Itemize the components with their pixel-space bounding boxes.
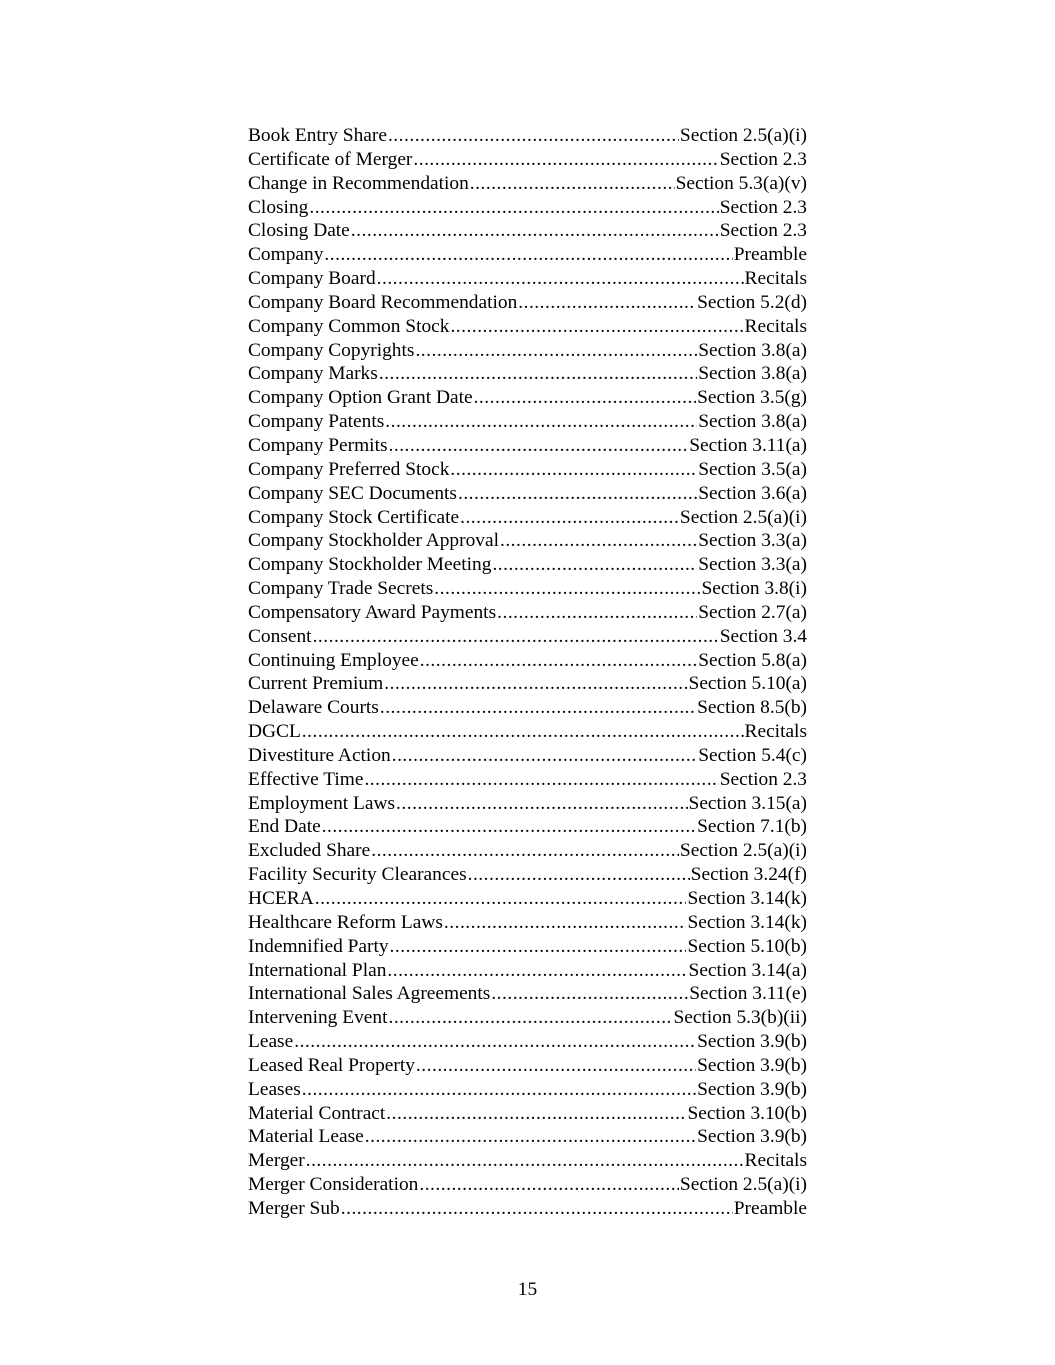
dot-leader (388, 1006, 672, 1030)
index-reference: Section 2.5(a)(i) (679, 506, 807, 528)
index-reference: Section 3.8(a) (698, 411, 807, 433)
index-reference: Section 5.3(b)(ii) (673, 1007, 807, 1029)
index-reference: Preamble (733, 1197, 807, 1219)
dot-leader (387, 959, 687, 983)
dot-leader (379, 362, 697, 386)
index-term: End Date (248, 816, 321, 838)
dot-leader (313, 625, 719, 649)
index-entry (248, 1006, 807, 1030)
index-reference: Section 3.14(k) (687, 911, 807, 933)
dot-leader (444, 911, 687, 935)
dot-leader (492, 553, 697, 577)
index-reference: Section 2.5(a)(i) (679, 125, 807, 146)
dot-leader (364, 768, 718, 792)
dot-leader (450, 315, 743, 339)
index-entry (248, 1030, 807, 1054)
index-entry (248, 1054, 807, 1078)
index-reference: Section 3.9(b) (697, 1078, 807, 1100)
dot-leader (380, 696, 696, 720)
index-term: Divestiture Action (248, 744, 391, 766)
index-term: Company Option Grant Date (248, 387, 473, 409)
index-entry (248, 148, 807, 172)
index-entry (248, 792, 807, 816)
index-term: Material Contract (248, 1102, 386, 1124)
index-term: Lease (248, 1031, 294, 1053)
index-reference: Section 5.3(a)(v) (675, 172, 807, 194)
index-reference: Section 2.5(a)(i) (679, 1174, 807, 1196)
index-term: Closing Date (248, 220, 350, 242)
index-entry (248, 219, 807, 243)
index-entry (248, 1102, 807, 1126)
index-entry (248, 696, 807, 720)
index-reference: Section 5.10(a) (688, 673, 807, 695)
index-reference: Section 2.5(a)(i) (679, 840, 807, 862)
index-entry (248, 506, 807, 530)
dot-leader (460, 506, 679, 530)
index-entry (248, 339, 807, 363)
index-term: Compensatory Award Payments (248, 601, 497, 623)
dot-leader (302, 1078, 696, 1102)
index-reference: Section 3.9(b) (697, 1031, 807, 1053)
index-reference: Section 2.3 (719, 220, 807, 242)
index-reference: Section 5.10(b) (687, 935, 807, 957)
dot-leader (322, 815, 696, 839)
index-entry (248, 196, 807, 220)
index-entry (248, 291, 807, 315)
index-reference: Section 5.4(c) (698, 744, 807, 766)
index-entry (248, 601, 807, 625)
index-term: Company Board (248, 268, 376, 290)
index-entry (248, 935, 807, 959)
dot-leader (474, 386, 697, 410)
index-term: Effective Time (248, 768, 364, 790)
dot-leader (468, 863, 690, 887)
index-reference: Section 3.9(b) (697, 1054, 807, 1076)
dot-leader (315, 887, 687, 911)
dot-leader (389, 434, 689, 458)
index-entry (248, 577, 807, 601)
dot-leader (371, 839, 679, 863)
index-reference: Section 3.24(f) (690, 864, 807, 886)
index-entry (248, 529, 807, 553)
index-term: Merger Consideration (248, 1174, 419, 1196)
index-entry (248, 649, 807, 673)
index-term: DGCL (248, 721, 301, 743)
index-term: Company Marks (248, 363, 378, 385)
index-reference: Recitals (744, 1150, 807, 1172)
index-term: Leased Real Property (248, 1054, 415, 1076)
dot-leader (413, 148, 718, 172)
dot-leader (388, 124, 679, 148)
index-term: Continuing Employee (248, 649, 419, 671)
dot-leader (396, 792, 688, 816)
dot-leader (377, 267, 744, 291)
index-reference: Section 3.5(g) (697, 387, 807, 409)
index-reference: Recitals (744, 315, 807, 337)
dot-leader (365, 1125, 696, 1149)
index-entry (248, 124, 807, 148)
index-entry (248, 482, 807, 506)
index-reference: Recitals (744, 268, 807, 290)
index-entry (248, 911, 807, 935)
index-entry (248, 1078, 807, 1102)
dot-leader (497, 601, 697, 625)
index-term: Company Common Stock (248, 315, 450, 337)
index-reference: Section 3.10(b) (687, 1102, 807, 1124)
index-reference: Section 2.3 (719, 196, 807, 218)
index-reference: Section 5.8(a) (698, 649, 807, 671)
dot-leader (450, 458, 697, 482)
page-number: 15 (517, 1279, 538, 1300)
index-reference: Section 3.14(a) (688, 959, 807, 981)
index-entry (248, 1149, 807, 1173)
index-reference: Section 3.5(a) (698, 458, 807, 480)
index-term: Employment Laws (248, 792, 396, 814)
index-entry (248, 553, 807, 577)
index-term: Intervening Event (248, 1007, 388, 1029)
index-term: Merger (248, 1150, 305, 1172)
dot-leader (294, 1030, 696, 1054)
dot-leader (419, 1173, 679, 1197)
index-term: Current Premium (248, 673, 384, 695)
index-reference: Section 3.8(i) (701, 578, 807, 600)
index-term: International Sales Agreements (248, 983, 491, 1005)
index-entry (248, 815, 807, 839)
index-reference: Section 3.9(b) (697, 1126, 807, 1148)
index-reference: Section 3.6(a) (698, 482, 807, 504)
index-entry (248, 1125, 807, 1149)
index-reference: Section 3.8(a) (698, 339, 807, 361)
index-reference: Section 7.1(b) (697, 816, 807, 838)
index-entry (248, 720, 807, 744)
index-term: Leases (248, 1078, 301, 1100)
index-reference: Section 8.5(b) (697, 697, 807, 719)
index-term: Certificate of Merger (248, 148, 413, 170)
index-reference: Section 3.11(a) (689, 434, 807, 456)
dot-leader (392, 744, 698, 768)
index-term: Merger Sub (248, 1197, 340, 1219)
dot-leader (458, 482, 697, 506)
index-term: Company (248, 244, 324, 266)
index-entry (248, 458, 807, 482)
index-entry (248, 744, 807, 768)
index-entry (248, 386, 807, 410)
dot-leader (386, 1102, 686, 1126)
index-entry (248, 1197, 807, 1221)
index-term: Company Permits (248, 434, 388, 456)
dot-leader (309, 196, 718, 220)
index-entry (248, 1173, 807, 1197)
index-reference: Section 2.3 (719, 768, 807, 790)
index-entry (248, 863, 807, 887)
index-reference: Section 3.8(a) (698, 363, 807, 385)
index-reference: Section 2.3 (719, 148, 807, 170)
index-term: Company Trade Secrets (248, 578, 434, 600)
index-entry (248, 315, 807, 339)
index-term: Company Patents (248, 411, 385, 433)
index-term: Book Entry Share (248, 125, 387, 146)
index-entry (248, 362, 807, 386)
index-entry (248, 887, 807, 911)
index-term: Material Lease (248, 1126, 364, 1148)
index-term: HCERA (248, 888, 314, 909)
index-term: Company Stockholder Meeting (248, 554, 492, 576)
index-term: Closing (248, 196, 309, 218)
dot-leader (306, 1149, 744, 1173)
index-entry (248, 959, 807, 983)
index-reference: Section 5.2(d) (697, 291, 807, 313)
dot-leader (415, 339, 697, 363)
dot-leader (500, 529, 697, 553)
index-reference: Section 2.7(a) (698, 601, 807, 623)
index-reference: Section 3.4 (719, 625, 807, 647)
index-entry (248, 672, 807, 696)
index-term: International Plan (248, 959, 387, 981)
index-term: Company Copyrights (248, 339, 415, 361)
dot-leader (491, 982, 688, 1006)
dot-leader (302, 720, 744, 744)
dot-leader (470, 172, 675, 196)
index-reference: Recitals (744, 721, 807, 743)
index-entry (248, 434, 807, 458)
dot-leader (351, 219, 719, 243)
index-entry (248, 768, 807, 792)
index-term: Facility Security Clearances (248, 864, 467, 886)
index-entry (248, 839, 807, 863)
defined-terms-index (248, 124, 807, 1221)
index-term: Company Preferred Stock (248, 458, 450, 480)
index-term: Company Board Recommendation (248, 291, 518, 313)
dot-leader (341, 1197, 733, 1221)
index-entry (248, 267, 807, 291)
dot-leader (385, 410, 697, 434)
index-term: Change in Recommendation (248, 172, 469, 194)
index-term: Company Stock Certificate (248, 506, 460, 528)
index-reference: Section 3.15(a) (688, 792, 807, 814)
index-term: Company SEC Documents (248, 482, 457, 504)
index-entry (248, 625, 807, 649)
dot-leader (324, 243, 732, 267)
dot-leader (384, 672, 687, 696)
index-reference: Section 3.11(e) (689, 983, 807, 1005)
dot-leader (434, 577, 700, 601)
index-term: Excluded Share (248, 840, 371, 862)
dot-leader (518, 291, 696, 315)
index-reference: Section 3.3(a) (698, 554, 807, 576)
index-term: Indemnified Party (248, 935, 389, 957)
index-term: Company Stockholder Approval (248, 530, 499, 552)
index-entry (248, 982, 807, 1006)
dot-leader (416, 1054, 696, 1078)
index-term: Healthcare Reform Laws (248, 911, 443, 933)
index-reference: Preamble (733, 244, 807, 266)
index-reference: Section 3.14(k) (687, 888, 807, 909)
index-term: Consent (248, 625, 312, 647)
index-reference: Section 3.3(a) (698, 530, 807, 552)
index-entry (248, 243, 807, 267)
dot-leader (420, 649, 697, 673)
index-entry (248, 172, 807, 196)
dot-leader (390, 935, 687, 959)
index-entry (248, 410, 807, 434)
index-term: Delaware Courts (248, 697, 379, 719)
